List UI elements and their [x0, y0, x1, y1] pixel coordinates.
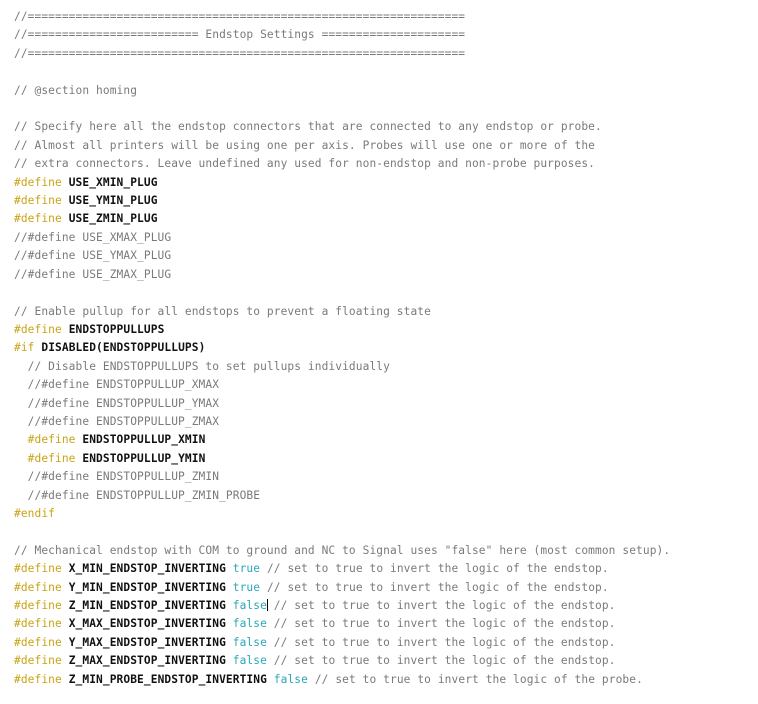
code-token-cmt: //#define USE_ZMAX_PLUG: [14, 267, 172, 281]
code-token-plain: [226, 617, 233, 630]
code-token-plain: [62, 212, 69, 225]
code-line[interactable]: [14, 229, 744, 247]
code-token-plain: [226, 636, 233, 649]
code-token-plain: [62, 654, 69, 667]
code-line[interactable]: [14, 468, 744, 486]
code-token-pre: #define: [14, 562, 62, 576]
code-line[interactable]: [14, 8, 744, 26]
code-line[interactable]: [14, 155, 744, 173]
code-token-ident: ENDSTOPPULLUP_YMIN: [82, 451, 206, 465]
code-token-plain: [62, 194, 69, 207]
code-token-plain: [62, 636, 69, 649]
code-token-cmt: // Enable pullup for all endstops to prevent a floating state: [14, 304, 431, 318]
code-line[interactable]: [14, 303, 744, 321]
code-token-cmt: // set to true to invert the logic of the endstop.: [273, 599, 616, 612]
code-token-plain: [14, 433, 28, 446]
code-token-ident: ENDSTOPPULLUPS: [68, 322, 165, 336]
code-line[interactable]: [14, 505, 744, 523]
code-token-cmt: // @section homing: [14, 83, 138, 97]
code-line[interactable]: [14, 247, 744, 265]
code-token-pre: #define: [14, 322, 62, 336]
code-token-ident: Y_MIN_ENDSTOP_INVERTING: [68, 580, 226, 594]
code-token-ident: DISABLED(ENDSTOPPULLUPS): [41, 341, 206, 355]
code-token-plain: [14, 452, 28, 465]
code-token-pre: #if: [14, 341, 35, 355]
code-token-kw-false: false: [232, 654, 267, 668]
code-token-pre: #define: [14, 599, 62, 612]
code-line[interactable]: [14, 652, 744, 670]
code-token-cmt: // Specify here all the endstop connectors that are connected to any endstop or probe.: [14, 120, 602, 134]
code-token-kw-true: true: [232, 562, 261, 576]
code-token-cmt: // extra connectors. Leave undefined any used for non-endstop and non-probe purposes.: [14, 157, 596, 171]
code-token-ident: USE_ZMIN_PLUG: [68, 212, 158, 226]
code-token-kw-false: false: [232, 599, 267, 612]
code-token-plain: [226, 599, 233, 612]
code-token-cmt: // Disable ENDSTOPPULLUPS to set pullups individually: [14, 359, 390, 373]
code-token-plain: [226, 562, 233, 575]
code-token-pre: #define: [14, 635, 62, 649]
code-token-plain: [267, 654, 274, 667]
code-line[interactable]: [14, 671, 744, 689]
code-line[interactable]: [14, 542, 744, 560]
code-token-cmt: // set to true to invert the logic of the probe.: [314, 672, 643, 686]
code-line[interactable]: [14, 284, 744, 302]
code-token-pre: #define: [14, 194, 62, 208]
code-line[interactable]: [14, 339, 744, 357]
code-token-cmt: //================================================================: [14, 46, 466, 60]
code-token-pre: #define: [14, 617, 62, 631]
code-token-plain: [260, 562, 267, 575]
code-line[interactable]: [14, 266, 744, 284]
code-line[interactable]: [14, 100, 744, 118]
code-token-ident: X_MIN_ENDSTOP_INVERTING: [68, 562, 226, 576]
code-token-kw-false: false: [232, 617, 267, 631]
code-token-plain: [260, 581, 267, 594]
code-token-ident: Y_MAX_ENDSTOP_INVERTING: [68, 635, 226, 649]
code-token-cmt: //#define ENDSTOPPULLUP_ZMIN_PROBE: [14, 488, 261, 502]
code-line[interactable]: [14, 560, 744, 578]
code-token-plain: [62, 617, 69, 630]
code-token-plain: [62, 176, 69, 189]
code-line[interactable]: [14, 634, 744, 652]
code-token-cmt: //#define USE_YMAX_PLUG: [14, 249, 172, 263]
code-line[interactable]: [14, 26, 744, 44]
code-token-kw-true: true: [232, 580, 261, 594]
code-token-cmt: // set to true to invert the logic of the endstop.: [273, 617, 616, 631]
code-line[interactable]: [14, 321, 744, 339]
code-token-plain: [226, 581, 233, 594]
code-token-plain: [267, 617, 274, 630]
code-token-pre: #define: [14, 654, 62, 668]
code-token-cmt: //#define ENDSTOPPULLUP_ZMAX: [14, 414, 220, 428]
code-line[interactable]: [14, 45, 744, 63]
code-line[interactable]: [14, 118, 744, 136]
code-token-pre: #define: [14, 580, 62, 594]
code-token-plain: [226, 654, 233, 667]
code-line[interactable]: [14, 487, 744, 505]
code-line[interactable]: [14, 413, 744, 431]
code-token-ident: USE_YMIN_PLUG: [68, 194, 158, 208]
code-token-pre: #define: [27, 433, 76, 447]
code-line[interactable]: [14, 358, 744, 376]
code-token-cmt: // set to true to invert the logic of the endstop.: [266, 580, 609, 594]
code-token-cmt: // set to true to invert the logic of the endstop.: [273, 635, 616, 649]
code-token-cmt: // set to true to invert the logic of the endstop.: [273, 654, 616, 668]
code-line[interactable]: [14, 523, 744, 541]
code-token-plain: [267, 599, 274, 612]
code-line[interactable]: [14, 431, 744, 449]
code-line[interactable]: [14, 192, 744, 210]
code-token-plain: [308, 673, 315, 686]
code-token-plain: [267, 636, 274, 649]
code-token-pre: #define: [14, 672, 62, 686]
code-token-ident: Z_MIN_ENDSTOP_INVERTING: [68, 599, 226, 612]
code-token-kw-false: false: [232, 635, 267, 649]
code-line[interactable]: [14, 63, 744, 81]
code-token-ident: Z_MIN_PROBE_ENDSTOP_INVERTING: [68, 672, 267, 686]
code-token-plain: [62, 673, 69, 686]
code-token-ident: ENDSTOPPULLUP_XMIN: [82, 433, 206, 447]
code-line[interactable]: [14, 137, 744, 155]
code-token-cmt: // Mechanical endstop with COM to ground and NC to Signal uses "false" here (most common setup).: [14, 543, 671, 557]
code-line[interactable]: [14, 82, 744, 100]
code-line[interactable]: [14, 615, 744, 633]
code-token-cmt: // Almost all printers will be using one per axis. Probes will use one or more of the: [14, 138, 596, 152]
code-token-plain: [62, 562, 69, 575]
code-token-cmt: //#define ENDSTOPPULLUP_ZMIN: [14, 470, 220, 484]
code-token-plain: [267, 673, 274, 686]
code-token-cmt: //================================================================: [14, 10, 466, 23]
code-line[interactable]: [14, 395, 744, 413]
code-token-plain: [62, 323, 69, 336]
code-token-cmt: //#define ENDSTOPPULLUP_YMAX: [14, 396, 220, 410]
code-token-pre: #define: [14, 175, 62, 189]
code-token-cmt: //#define USE_XMAX_PLUG: [14, 230, 172, 244]
code-token-plain: [62, 581, 69, 594]
code-token-cmt: //========================= Endstop Settings =====================: [14, 28, 466, 42]
code-token-plain: [62, 599, 69, 612]
code-line[interactable]: [14, 597, 744, 615]
code-token-ident: Z_MAX_ENDSTOP_INVERTING: [68, 654, 226, 668]
code-token-cmt: //#define ENDSTOPPULLUP_XMAX: [14, 378, 220, 392]
code-line[interactable]: [14, 210, 744, 228]
code-token-pre: #define: [27, 451, 76, 465]
code-line[interactable]: [14, 174, 744, 192]
code-token-pre: #define: [14, 212, 62, 226]
code-token-pre: #endif: [14, 506, 56, 520]
code-token-cmt: // set to true to invert the logic of the endstop.: [266, 562, 609, 576]
code-token-ident: X_MAX_ENDSTOP_INVERTING: [68, 617, 226, 631]
code-line[interactable]: [14, 579, 744, 597]
code-token-ident: USE_XMIN_PLUG: [68, 175, 158, 189]
code-line[interactable]: [14, 376, 744, 394]
code-token-kw-false: false: [273, 672, 308, 686]
code-line[interactable]: [14, 450, 744, 468]
